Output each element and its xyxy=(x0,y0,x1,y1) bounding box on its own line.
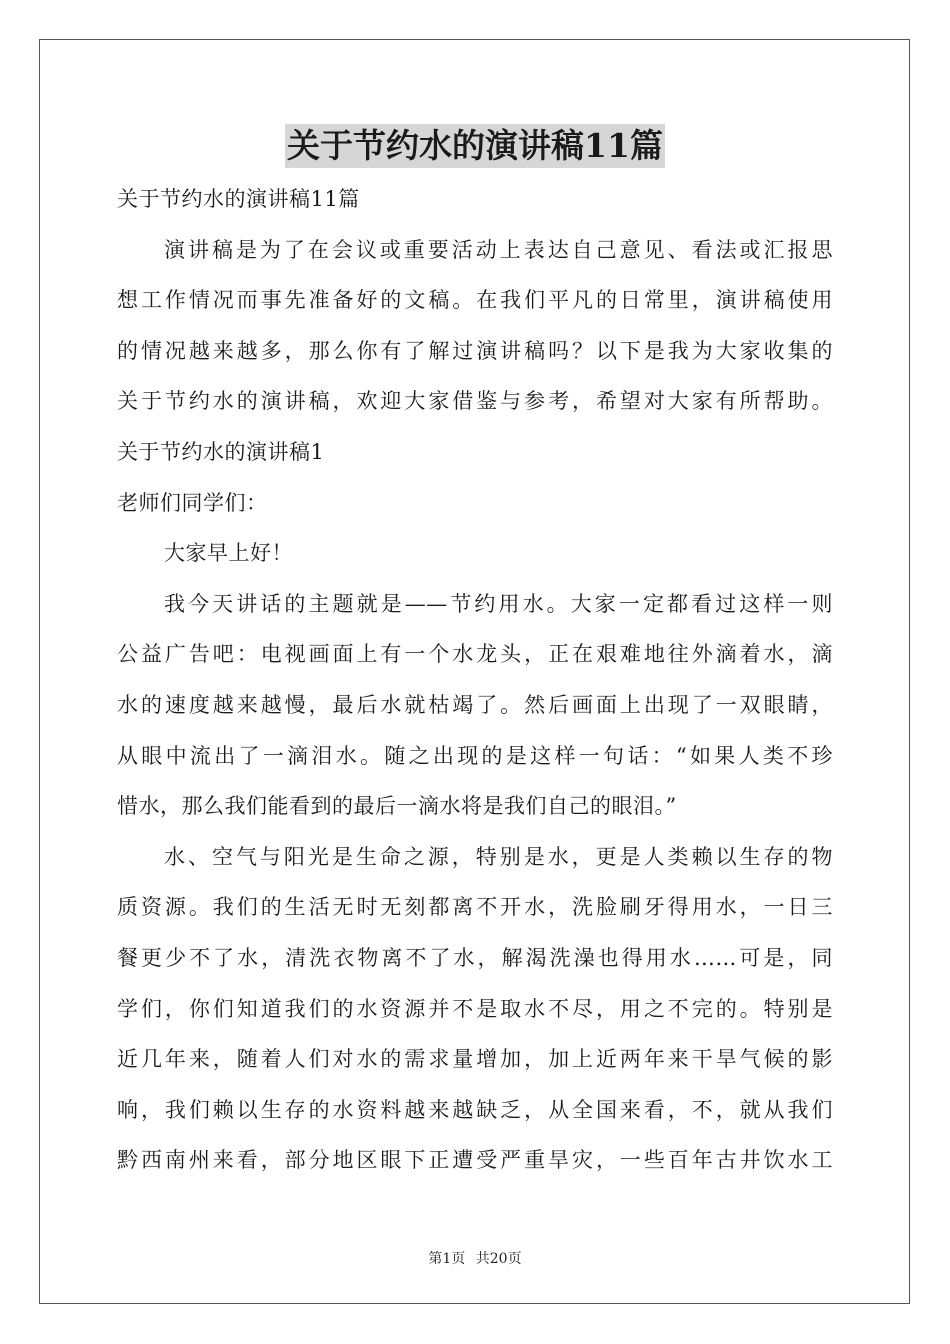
text-line: 水的速度越来越慢，最后水就枯竭了。然后画面上出现了一双眼睛， xyxy=(117,692,833,717)
title-container xyxy=(0,124,950,168)
text-line: 演讲稿是为了在会议或重要活动上表达自己意见、看法或汇报思 xyxy=(164,237,833,262)
page-footer xyxy=(0,1248,950,1268)
text-line: 从眼中流出了一滴泪水。随之出现的是这样一句话：“如果人类不珍 xyxy=(117,743,833,768)
page-number: 第1页 xyxy=(428,1251,466,1267)
page-total: 共20页 xyxy=(475,1251,522,1267)
document-title: 关于节约水的演讲稿11篇 xyxy=(285,124,665,168)
text-line: 关于节约水的演讲稿1 xyxy=(117,439,325,464)
text-line: 餐更少不了水，清洗衣物离不了水，解渴洗澡也得用水……可是，同 xyxy=(117,945,833,970)
text-line: 近几年来，随着人们对水的需求量增加，加上近两年来干旱气候的影 xyxy=(117,1047,833,1072)
text-line: 质资源。我们的生活无时无刻都离不开水，洗脸刷牙得用水，一日三 xyxy=(117,895,833,920)
text-line: 老师们同学们： xyxy=(117,490,268,515)
text-line: 大家早上好！ xyxy=(164,541,293,566)
text-line: 的情况越来越多，那么你有了解过演讲稿吗？以下是我为大家收集的 xyxy=(117,338,833,363)
text-line: 我今天讲话的主题就是——节约用水。大家一定都看过这样一则 xyxy=(164,591,833,616)
text-line: 关于节约水的演讲稿，欢迎大家借鉴与参考，希望对大家有所帮助。 xyxy=(117,389,833,414)
text-line: 想工作情况而事先准备好的文稿。在我们平凡的日常里，演讲稿使用 xyxy=(117,288,833,313)
text-line: 响，我们赖以生存的水资料越来越缺乏，从全国来看，不，就从我们 xyxy=(117,1097,833,1122)
text-line: 黔西南州来看，部分地区眼下正遭受严重旱灾，一些百年古井饮水工 xyxy=(117,1148,833,1173)
text-line: 学们，你们知道我们的水资源并不是取水不尽，用之不完的。特别是 xyxy=(117,996,833,1021)
text-line: 公益广告吧：电视画面上有一个水龙头，正在艰难地往外滴着水，滴 xyxy=(117,642,833,667)
document-body xyxy=(117,174,833,1186)
text-line: 惜水，那么我们能看到的最后一滴水将是我们自己的眼泪。” xyxy=(117,794,677,819)
text-line: 水、空气与阳光是生命之源，特别是水，更是人类赖以生存的物 xyxy=(164,844,833,869)
text-line: 关于节约水的演讲稿11篇 xyxy=(117,187,360,211)
